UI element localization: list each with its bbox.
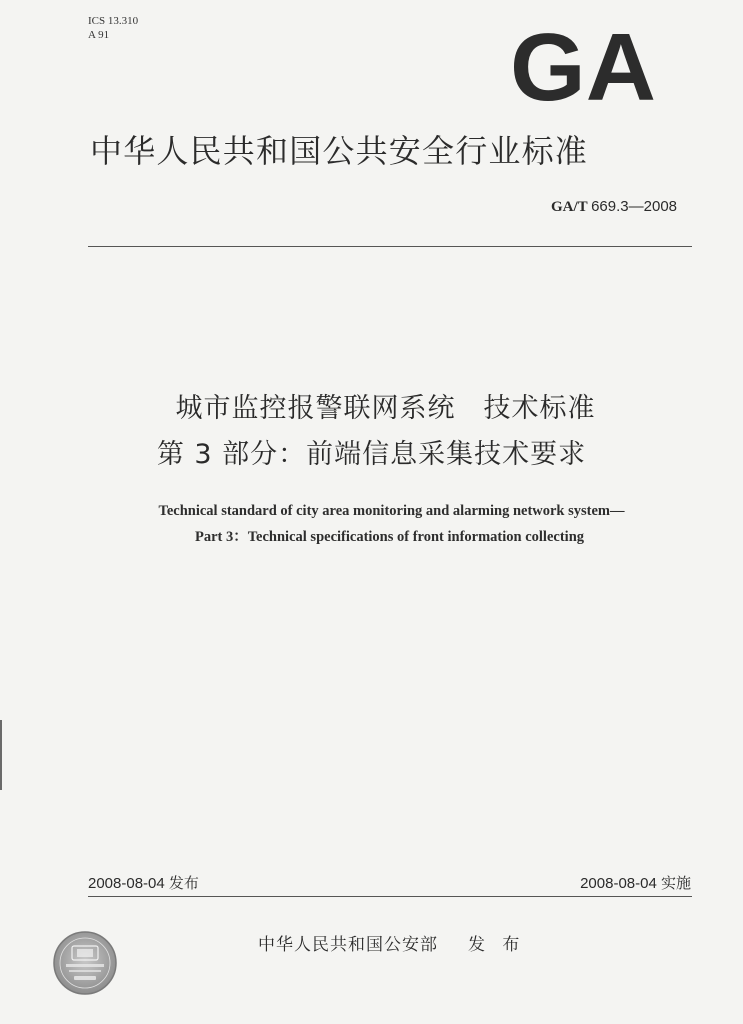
ics-code: ICS 13.310	[88, 15, 139, 27]
title-en-line2: Part 3：Technical specifications of front information collecting	[194, 529, 585, 545]
issuing-authority	[258, 930, 525, 955]
ccs-code: A 91	[88, 29, 110, 41]
standard-prefix: GA/T	[550, 199, 588, 215]
issuer-name: 中华人民共和国公安部	[258, 935, 438, 955]
classification-block	[88, 14, 138, 42]
standard-number	[551, 198, 677, 216]
header-divider	[88, 246, 692, 247]
publish-date: 2008-08-04 发布	[88, 875, 199, 892]
title-cn-line2: 第 3 部分：前端信息采集技术要求	[156, 439, 587, 470]
implementation-date: 2008-08-04 实施	[580, 875, 691, 892]
scan-edge-mark	[0, 720, 2, 790]
title-en-line1: Technical standard of city area monitoring and alarming network system—	[158, 503, 625, 519]
document-title-en	[0, 498, 743, 550]
standard-category-title: 中华人民共和国公共安全行业标准	[90, 132, 589, 170]
anti-counterfeit-seal-icon	[52, 930, 118, 996]
issue-action: 发 布	[468, 935, 526, 955]
title-cn-line1: 城市监控报警联网系统 技术标准	[175, 393, 596, 424]
ga-logo-icon	[508, 28, 658, 104]
standard-number-value: 669.3—2008	[591, 198, 677, 215]
footer-divider	[88, 896, 692, 897]
document-title-cn	[0, 386, 743, 478]
ga-logo-text: GA	[510, 28, 656, 104]
